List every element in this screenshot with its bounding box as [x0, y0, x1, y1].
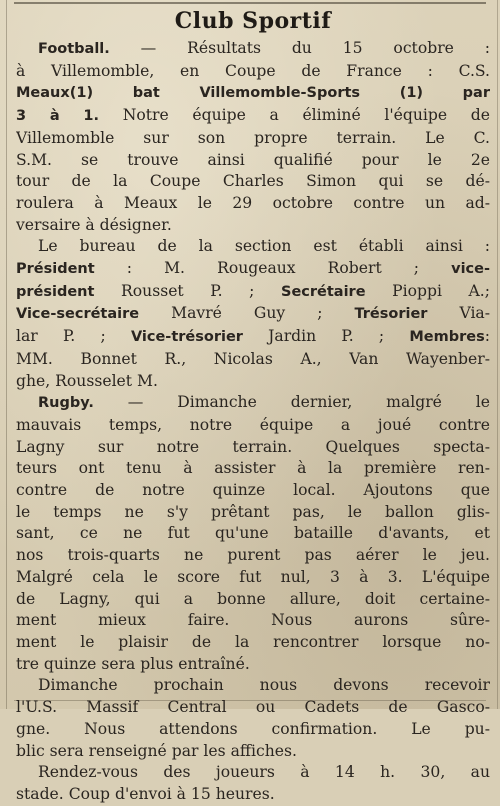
left-column-rule	[6, 0, 7, 709]
bold-lead: Football.	[38, 41, 110, 57]
football-line	[16, 128, 490, 150]
rugby-line	[16, 632, 490, 654]
line-text: contre de notre quinze local. Ajoutons que	[16, 481, 490, 500]
bureau-line	[16, 371, 490, 393]
rugby-line	[16, 545, 490, 567]
line-text: — Résultats du 15 octobre :	[109, 39, 490, 57]
line-text: tre quinze sera plus entraîné.	[16, 654, 250, 673]
bureau-text: MM. Bonnet R., Nicolas A., Van Wayenber-	[16, 349, 490, 368]
bureau-role: président	[16, 283, 95, 300]
line-text: blic sera renseigné par les affiches.	[16, 741, 297, 760]
rugby-line	[16, 610, 490, 632]
bureau-text: Pioppi A.;	[365, 281, 490, 300]
bureau-line	[16, 303, 490, 326]
bureau-text: Rousset P. ;	[94, 281, 281, 300]
line-text: Notre équipe a éliminé l'équipe de	[99, 106, 490, 125]
football-line	[16, 150, 490, 172]
bureau-role: Vice-secrétaire	[16, 306, 140, 323]
rugby-line	[16, 392, 490, 415]
bureau-role: Secrétaire	[281, 283, 366, 300]
football-paragraph	[16, 38, 490, 236]
line-text: S.M. se trouve ainsi qualifié pour le 2e	[16, 150, 490, 169]
line-text: — Dimanche dernier, malgré le	[93, 393, 490, 412]
football-line	[16, 61, 490, 83]
line-text: roulera à Meaux le 29 octobre contre un ad-	[16, 193, 490, 212]
line-text: ment mieux faire. Nous aurons sûre-	[16, 611, 490, 630]
line-text: Dimanche prochain nous devons recevoir	[38, 676, 490, 695]
line-text: nos trois-quarts ne purent pas aérer le jeu.	[16, 546, 490, 565]
line-text: Villemomble sur son propre terrain. Le C.	[16, 128, 490, 147]
rugby-line	[16, 437, 490, 459]
football-line	[16, 82, 490, 105]
bureau-role: Président	[16, 261, 95, 278]
line-text: de Lagny, qui a bonne allure, doit certaine-	[16, 589, 490, 608]
line-text: gne. Nous attendons confirmation. Le pu-	[16, 719, 490, 738]
bold-lead: 3 à 1.	[16, 108, 100, 125]
rugby-line	[16, 502, 490, 524]
rugby-line	[16, 458, 490, 480]
line-text: tour de la Coupe Charles Simon qui se dé-	[16, 172, 490, 191]
line-text: à Villemomble, en Coupe de France : C.S.	[16, 61, 490, 80]
bureau-text: Mavré Guy ;	[139, 304, 355, 323]
bureau-text: ghe, Rousselet M.	[16, 371, 158, 390]
line-text: teurs ont tenu à assister à la première ren-	[16, 459, 490, 478]
bureau-text: : M. Rougeaux Robert ;	[94, 259, 452, 278]
football-line	[16, 171, 490, 193]
line-text: Lagny sur notre terrain. Quelques specta-	[16, 437, 490, 456]
dimanche-line	[16, 741, 490, 763]
line-text: ment le plaisir de la rencontrer lorsque no-	[16, 632, 490, 651]
rugby-line	[16, 654, 490, 676]
rugby-line	[16, 589, 490, 611]
dimanche-line	[16, 675, 490, 697]
bureau-text: Jardin P. ;	[242, 327, 410, 346]
line-text: Malgré cela le score fut nul, 3 à 3. L'équipe	[16, 567, 490, 586]
dimanche-paragraph	[16, 675, 490, 762]
rugby-line	[16, 523, 490, 545]
headline: Club Sportif	[174, 8, 332, 34]
rugby-paragraph	[16, 392, 490, 675]
bureau-line	[16, 258, 490, 281]
football-line	[16, 105, 490, 128]
rendezvous-paragraph	[16, 762, 490, 805]
line-text: sant, ce ne fut qu'une bataille d'avants, et	[16, 524, 490, 543]
line-text: l'U.S. Massif Central ou Cadets de Gasco-	[16, 698, 490, 717]
article	[16, 6, 490, 806]
line-text: stade. Coup d'envoi à 15 heures.	[16, 784, 275, 803]
line-text: versaire à désigner.	[16, 215, 172, 234]
bureau-intro: Le bureau de la section est établi ainsi :	[38, 237, 490, 256]
football-line	[16, 38, 490, 61]
bureau-line	[16, 281, 490, 304]
right-column-rule	[497, 0, 498, 709]
bureau-text: lar P. ;	[16, 327, 131, 346]
bureau-line	[16, 349, 490, 371]
rendezvous-line	[16, 784, 490, 806]
bureau-role: Membres	[409, 329, 485, 346]
rugby-line	[16, 567, 490, 589]
bureau-role: Vice-trésorier	[130, 329, 243, 346]
bold-lead: Meaux(1) bat Villemomble-Sports (1) par	[16, 85, 490, 102]
bold-lead: Rugby.	[38, 395, 94, 412]
top-rule	[14, 2, 486, 4]
bureau-text: :	[484, 327, 490, 346]
bureau-role: vice-	[451, 261, 490, 278]
rugby-line	[16, 480, 490, 502]
dimanche-line	[16, 697, 490, 719]
line-text: mauvais temps, notre équipe a joué contre	[16, 415, 490, 434]
line-text: Rendez-vous des joueurs à 14 h. 30, au	[38, 763, 490, 782]
football-line	[16, 193, 490, 215]
bureau-intro-line	[16, 236, 490, 258]
rugby-line	[16, 415, 490, 437]
line-text: le temps ne s'y prêtant pas, le ballon glis-	[16, 502, 490, 521]
bureau-line	[16, 326, 490, 349]
bureau-role: Trésorier	[354, 306, 428, 323]
bureau-paragraph	[16, 236, 490, 392]
dimanche-line	[16, 719, 490, 741]
rendezvous-line	[16, 762, 490, 784]
football-line	[16, 215, 490, 237]
bureau-text: Via-	[427, 304, 490, 323]
